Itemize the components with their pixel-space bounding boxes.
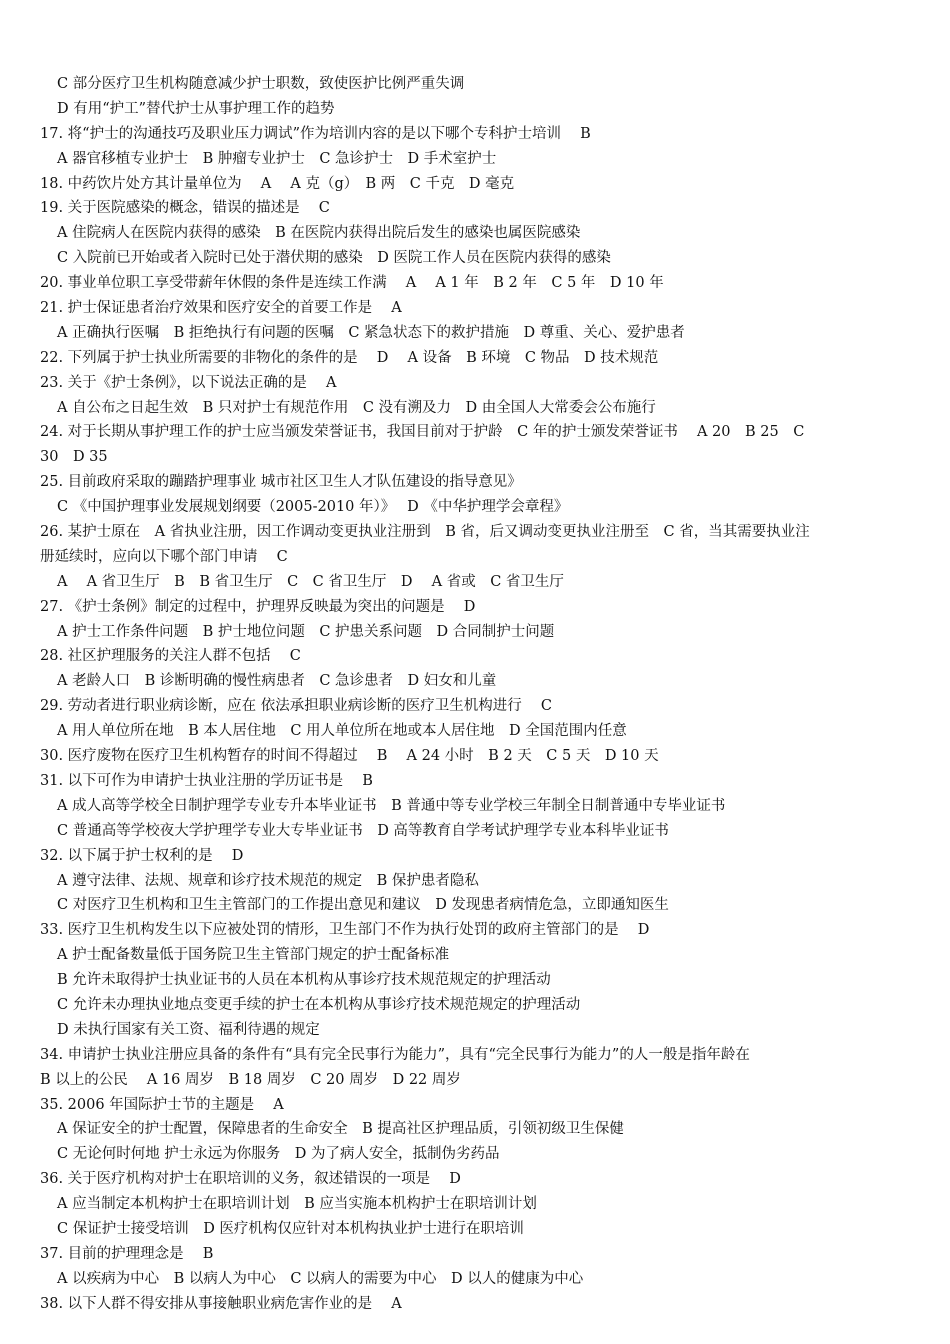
question-line: 33. 医疗卫生机构发生以下应被处罚的情形，卫生部门不作为执行处罚的政府主管部门的是 D <box>40 922 650 939</box>
answer-options-line: A A 省卫生厅 B B 省卫生厅 C C 省卫生厅 D A 省或 C 省卫生厅 <box>57 573 564 590</box>
answer-options-line: A 成人高等学校全日制护理学专业专升本毕业证书 B 普通中等专业学校三年制全日制普通中专毕业证书 <box>57 797 726 814</box>
question-line: 34. 申请护士执业注册应具备的条件有“具有完全民事行为能力”，具有“完全民事行为能力”的人一般是指年龄在 <box>40 1046 750 1063</box>
question-line: 22. 下列属于护士执业所需要的非物化的条件的是 D A 设备 B 环境 C 物品 D 技术规范 <box>40 349 659 366</box>
answer-options-line: C 部分医疗卫生机构随意减少护士职数，致使医护比例严重失调 <box>57 76 465 92</box>
question-line: 19. 关于医院感染的概念，错误的描述是 C <box>40 200 330 217</box>
question-line: 30. 医疗废物在医疗卫生机构暂存的时间不得超过 B A 24 小时 B 2 天 C 5 天 D 10 天 <box>40 748 659 765</box>
answer-options-line: C 入院前已开始或者入院时已处于潜伏期的感染 D 医院工作人员在医院内获得的感染 <box>57 250 611 267</box>
answer-options-line: A 自公布之日起生效 B 只对护士有规范作用 C 没有溯及力 D 由全国人大常委会公布施行 <box>57 399 656 416</box>
answer-options-line: D 未执行国家有关工资、福利待遇的规定 <box>57 1021 320 1038</box>
answer-options-line: C 无论何时何地 护士永远为你服务 D 为了病人安全，抵制伪劣药品 <box>57 1146 500 1163</box>
question-line: 31. 以下可作为申请护士执业注册的学历证书是 B <box>40 772 373 789</box>
answer-options-line: A 用人单位所在地 B 本人居住地 C 用人单位所在地或本人居住地 D 全国范围内任意 <box>57 723 627 740</box>
answer-options-line: C 允许未办理执业地点变更手续的护士在本机构从事诊疗技术规范规定的护理活动 <box>57 996 581 1013</box>
answer-options-line: A 应当制定本机构护士在职培训计划 B 应当实施本机构护士在职培训计划 <box>57 1196 537 1213</box>
question-line: 37. 目前的护理理念是 B <box>40 1245 214 1262</box>
question-line: 35. 2006 年国际护士节的主题是 A <box>40 1096 284 1113</box>
question-line: 23. 关于《护士条例》，以下说法正确的是 A <box>40 374 337 391</box>
question-line: 17. 将“护士的沟通技巧及职业压力调试”作为培训内容的是以下哪个专科护士培训 B <box>40 125 591 142</box>
question-line: 21. 护士保证患者治疗效果和医疗安全的首要工作是 A <box>40 300 402 317</box>
question-line: 30 D 35 <box>40 449 108 466</box>
answer-options-line: A 保证安全的护士配置，保障患者的生命安全 B 提高社区护理品质，引领初级卫生保健 <box>57 1121 624 1138</box>
answer-options-line: A 住院病人在医院内获得的感染 B 在医院内获得出院后发生的感染也属医院感染 <box>57 225 581 242</box>
question-line: 36. 关于医疗机构对护士在职培训的义务，叙述错误的一项是 D <box>40 1171 461 1188</box>
answer-options-line: C 对医疗卫生机构和卫生主管部门的工作提出意见和建议 D 发现患者病情危急，立即通知医生 <box>57 897 669 914</box>
question-line: 册延续时，应向以下哪个部门申请 C <box>40 548 288 565</box>
question-line: 26. 某护士原在 A 省执业注册，因工作调动变更执业注册到 B 省，后又调动变更执业注册至 C 省，当其需要执业注 <box>40 524 810 541</box>
document-page <box>40 72 915 1317</box>
answer-options-line: C 普通高等学校夜大学护理学专业大专毕业证书 D 高等教育自学考试护理学专业本科毕业证书 <box>57 822 669 839</box>
question-line: 32. 以下属于护士权利的是 D <box>40 847 244 864</box>
question-line: 20. 事业单位职工享受带薪年休假的条件是连续工作满 A A 1 年 B 2 年 C 5 年 D 10 年 <box>40 275 664 292</box>
answer-options-line: A 护士工作条件问题 B 护士地位问题 C 护患关系问题 D 合同制护士问题 <box>57 623 555 640</box>
answer-options-line: A 遵守法律、法规、规章和诊疗技术规范的规定 B 保护患者隐私 <box>57 872 479 889</box>
question-line: 28. 社区护理服务的关注人群不包括 C <box>40 648 301 665</box>
answer-options-line: A 正确执行医嘱 B 拒绝执行有问题的医嘱 C 紧急状态下的救护措施 D 尊重、关心、爱护患者 <box>57 324 685 341</box>
question-line: B 以上的公民 A 16 周岁 B 18 周岁 C 20 周岁 D 22 周岁 <box>40 1071 461 1088</box>
answer-options-line: D 有用“护工”替代护士从事护理工作的趋势 <box>57 100 335 117</box>
answer-options-line: C 《中国护理事业发展规划纲要（2005-2010 年）》 D 《中华护理学会章程》 <box>57 499 569 516</box>
question-line: 27. 《护士条例》制定的过程中，护理界反映最为突出的问题是 D <box>40 598 476 615</box>
question-line: 25. 目前政府采取的蹦踏护理事业 城市社区卫生人才队伍建设的指导意见》 <box>40 474 522 491</box>
answer-options-line: A 器官移植专业护士 B 肿瘤专业护士 C 急诊护士 D 手术室护士 <box>57 150 497 167</box>
answer-options-line: B 允许未取得护士执业证书的人员在本机构从事诊疗技术规范规定的护理活动 <box>57 972 551 989</box>
question-line: 38. 以下人群不得安排从事接触职业病危害作业的是 A <box>40 1295 402 1312</box>
question-line: 24. 对于长期从事护理工作的护士应当颁发荣誉证书，我国目前对于护龄 C 年的护士颁发荣誉证书 A 20 B 25 C <box>40 424 805 441</box>
answer-options-line: A 以疾病为中心 B 以病人为中心 C 以病人的需要为中心 D 以人的健康为中心 <box>57 1270 584 1287</box>
question-line: 18. 中药饮片处方其计量单位为 A A 克（g） B 两 C 千克 D 毫克 <box>40 175 515 192</box>
answer-options-line: C 保证护士接受培训 D 医疗机构仅应针对本机构执业护士进行在职培训 <box>57 1220 524 1237</box>
question-line: 29. 劳动者进行职业病诊断，应在 依法承担职业病诊断的医疗卫生机构进行 C <box>40 698 552 715</box>
answer-options-line: A 老龄人口 B 诊断明确的慢性病患者 C 急诊患者 D 妇女和儿童 <box>57 673 497 690</box>
answer-options-line: A 护士配备数量低于国务院卫生主管部门规定的护士配备标准 <box>57 947 450 964</box>
